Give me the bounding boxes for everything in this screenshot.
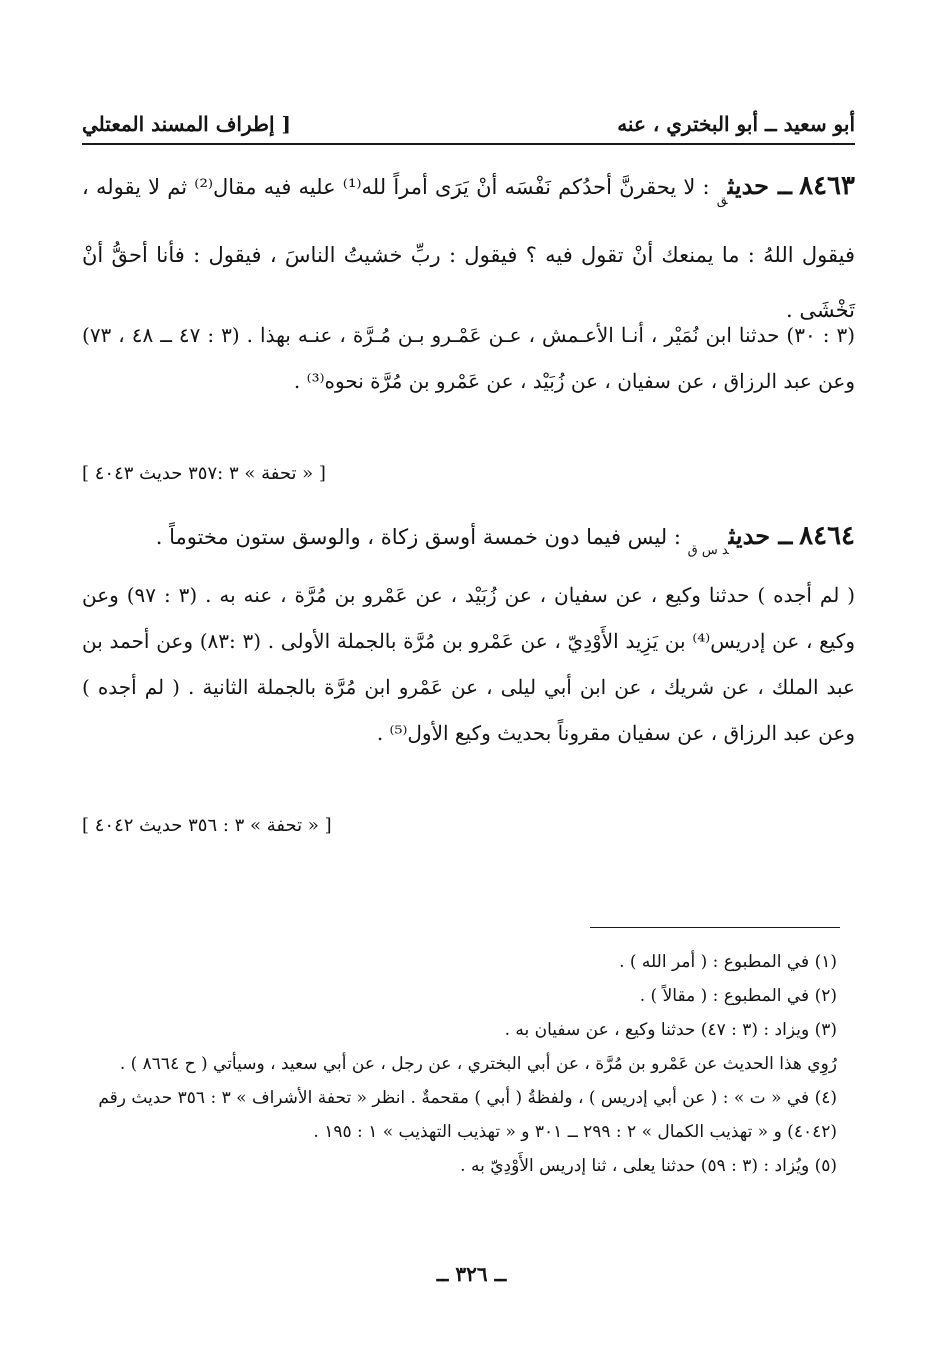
hadith-text: : ليس فيما دون خمسة أوسق زكاة ، والوسق ستون مختوماً .	[155, 525, 688, 549]
hadith-label: ــ حديث	[727, 171, 792, 200]
isnad-text: (٣ : ٣٠) حدثنا ابن نُمَيْر ، أنـا الأعـمش ، عـن عَمْـرو بـن مُـرَّة ، عنـه بهذا . (٣ : ٤٧ ــ ٤٨ ، ٧٣) وعن عبد الرزاق ، عن سفيان ، عن زُبَيْد ، عن عَمْرو بن مُرَّة نحوه⁽³⁾ .	[82, 323, 855, 393]
isnad-block	[82, 312, 855, 404]
footnote: (٤) في « ت » : ( عن أبي إدريس ) ، ولفظةُ ( أبي ) مقحمةٌ . انظر « تحفة الأشراف » ٣ : ٣٥٦ حديث رقم (٤٠٤٢) و « تهذيب الكمال » ٢ : ٢٩٩ ــ ٣٠١ و « تهذيب التهذيب » ١ : ١٩٥ .	[98, 1088, 837, 1142]
tuhfa-text: [ « تحفة » ٣ : ٣٥٦ حديث ٤٠٤٢ ]	[82, 815, 332, 836]
isnad-block	[82, 572, 855, 756]
tuhfa-text: [ « تحفة » ٣ :٣٥٧ حديث ٤٠٤٣ ]	[82, 463, 326, 484]
header-section-title: أبو سعيد ــ أبو البختري ، عنه	[617, 112, 855, 136]
hadith-number: ٨٤٦٤	[799, 521, 855, 551]
footnote: (١) في المطبوع : ( أمر الله ) .	[619, 952, 837, 972]
header-divider	[82, 143, 855, 145]
tuhfa-reference	[82, 463, 855, 484]
hadith-text: : لا يحقرنَّ أحدُكم نَفْسَه أنْ يَرَى أمراً لله⁽¹⁾ عليه فيه مقال⁽²⁾ ثم لا يقوله ، فيقول اللهُ : ما يمنعك أنْ تقول فيه ؟ فيقول : ربِّ خشيتُ الناسَ ، فيقول : فأنا أحقُّ أنْ تَخْشَى .	[82, 175, 855, 322]
page-number: ــ ٣٢٦ ــ	[436, 1262, 507, 1286]
hadith-entry	[82, 508, 855, 578]
hadith-entry	[82, 158, 855, 338]
footnote: (٥) ويُزاد : (٣ : ٥٩) حدثنا يعلى ، ثنا إدريس الأَوْدِيّ به .	[460, 1156, 837, 1176]
footnote: رُوِي هذا الحديث عن عَمْرو بن مُرَّة ، عن أبي البختري ، عن رجل ، عن أبي سعيد ، وسيأتي ( ح ٨٦٦٤ ) .	[119, 1054, 837, 1074]
tuhfa-reference	[82, 815, 855, 836]
header-book-title: [ إطراف المسند المعتلي	[82, 112, 291, 136]
running-header	[82, 100, 855, 136]
footnotes	[82, 945, 837, 1183]
footnote: (٣) ويزاد : (٣ : ٤٧) حدثنا وكيع ، عن سفيان به .	[504, 1020, 837, 1040]
hadith-label: ــ حديث	[728, 521, 793, 550]
hadith-number: ٨٤٦٣	[799, 171, 855, 201]
footnote: (٢) في المطبوع : ( مقالاً ) .	[639, 986, 837, 1006]
isnad-text: ( لم أجده ) حدثنا وكيع ، عن سفيان ، عن زُبَيْد ، عن عَمْرو بن مُرَّة ، عنه به . (٣ : ٩٧) وعن وكيع ، عن إدريس⁽⁴⁾ بن يَزِيد الأَوْدِيّ ، عن عَمْرو بن مُرَّة بالجملة الأولى . (٣ :٨٣) وعن أحمد بن عبد الملك ، عن شريك ، عن ابن أبي ليلى ، عن عَمْرو ابن مُرَّة بالجملة الثانية . ( لم أجده ) وعن عبد الرزاق ، عن سفيان مقروناً بحديث وكيع الأول⁽⁵⁾ .	[82, 583, 856, 745]
hadith-sigla: د س ق	[687, 543, 729, 558]
hadith-sigla: ق	[716, 193, 728, 208]
footnote-divider	[590, 927, 840, 928]
